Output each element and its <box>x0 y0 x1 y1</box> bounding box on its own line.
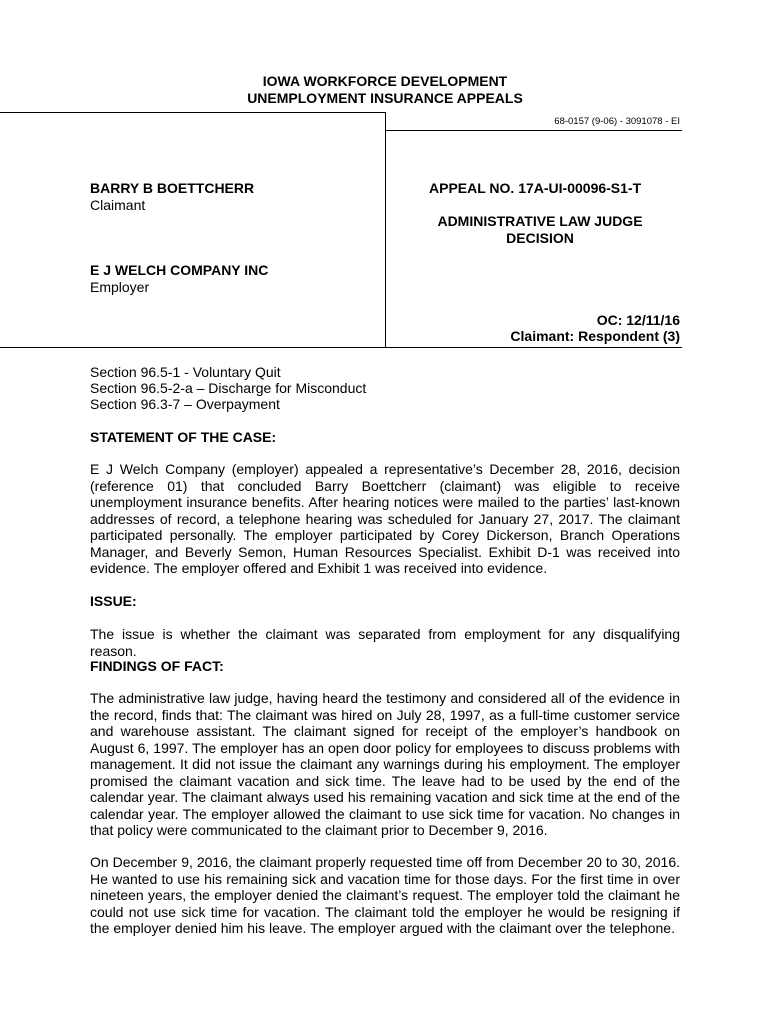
decision-title-line2: DECISION <box>506 230 574 246</box>
caption-bottom-rule <box>0 347 682 348</box>
decision-title-line1: ADMINISTRATIVE LAW JUDGE <box>437 213 643 229</box>
claimant-status: Claimant: Respondent (3) <box>510 328 680 344</box>
employer-name: E J WELCH COMPANY INC <box>90 262 269 278</box>
code-section-3: Section 96.3-7 – Overpayment <box>90 396 280 412</box>
agency-title: IOWA WORKFORCE DEVELOPMENT <box>262 73 508 89</box>
findings-heading: FINDINGS OF FACT: <box>90 658 224 674</box>
code-section-1: Section 96.5-1 - Voluntary Quit <box>90 364 281 380</box>
appeal-number: APPEAL NO. 17A-UI-00096-S1-T <box>429 180 642 196</box>
statement-heading: STATEMENT OF THE CASE: <box>90 429 277 445</box>
caption-top-right-rule <box>385 130 682 131</box>
caption-top-left-rule <box>0 112 385 113</box>
code-section-2: Section 96.5-2-a – Discharge for Misconduct <box>90 380 367 396</box>
claimant-role: Claimant <box>90 197 146 213</box>
issue-text: The issue is whether the claimant was separated from employment for any disqualifying reason. <box>90 626 680 659</box>
statement-text: E J Welch Company (employer) appealed a representative’s December 28, 2016, decision (reference 01) that concluded Barry Boettcherr (claimant) was eligible to receive unemployment insurance benefits. After hearing notices were mailed to the parties’ last-known addresses of record, a telephone hearing was scheduled for January 27, 2017. The claimant participated personally. The employer participated by Corey Dickerson, Branch Operations Manager, and Beverly Semon, Human Resources Specialist. Exhibit D-1 was received into evidence. The employer offered and Exhibit 1 was received into evidence. <box>90 461 680 576</box>
division-title: UNEMPLOYMENT INSURANCE APPEALS <box>247 90 523 106</box>
claimant-name: BARRY B BOETTCHERR <box>90 180 255 196</box>
caption-divider <box>385 112 386 347</box>
employer-role: Employer <box>90 279 150 295</box>
form-number: 68-0157 (9-06) - 3091078 - EI <box>554 116 680 127</box>
issue-heading: ISSUE: <box>90 593 137 609</box>
oc-date: OC: 12/11/16 <box>596 312 680 328</box>
findings-paragraph-1: The administrative law judge, having heard the testimony and considered all of the evidence in the record, finds that: The claimant was hired on July 28, 1997, as a full-time customer service and warehouse assistant. The claimant signed for receipt of the employer’s handbook on August 6, 1997. The employer has an open door policy for employees to discuss problems with management. It did not issue the claimant any warnings during his employment. The employer promised the claimant vacation and sick time. The leave had to be used by the end of the calendar year. The claimant always used his remaining vacation and sick time at the end of the calendar year. The employer allowed the claimant to use sick time for vacation. No changes in that policy were communicated to the claimant prior to December 9, 2016. <box>90 690 680 838</box>
findings-paragraph-2: On December 9, 2016, the claimant properly requested time off from December 20 to 30, 2016. He wanted to use his remaining sick and vacation time for those days. For the first time in over nineteen years, the employer denied the claimant’s request. The employer told the claimant he could not use sick time for vacation. The claimant told the employer he would be resigning if the employer denied him his leave. The employer argued with the claimant over the telephone. <box>90 854 680 936</box>
